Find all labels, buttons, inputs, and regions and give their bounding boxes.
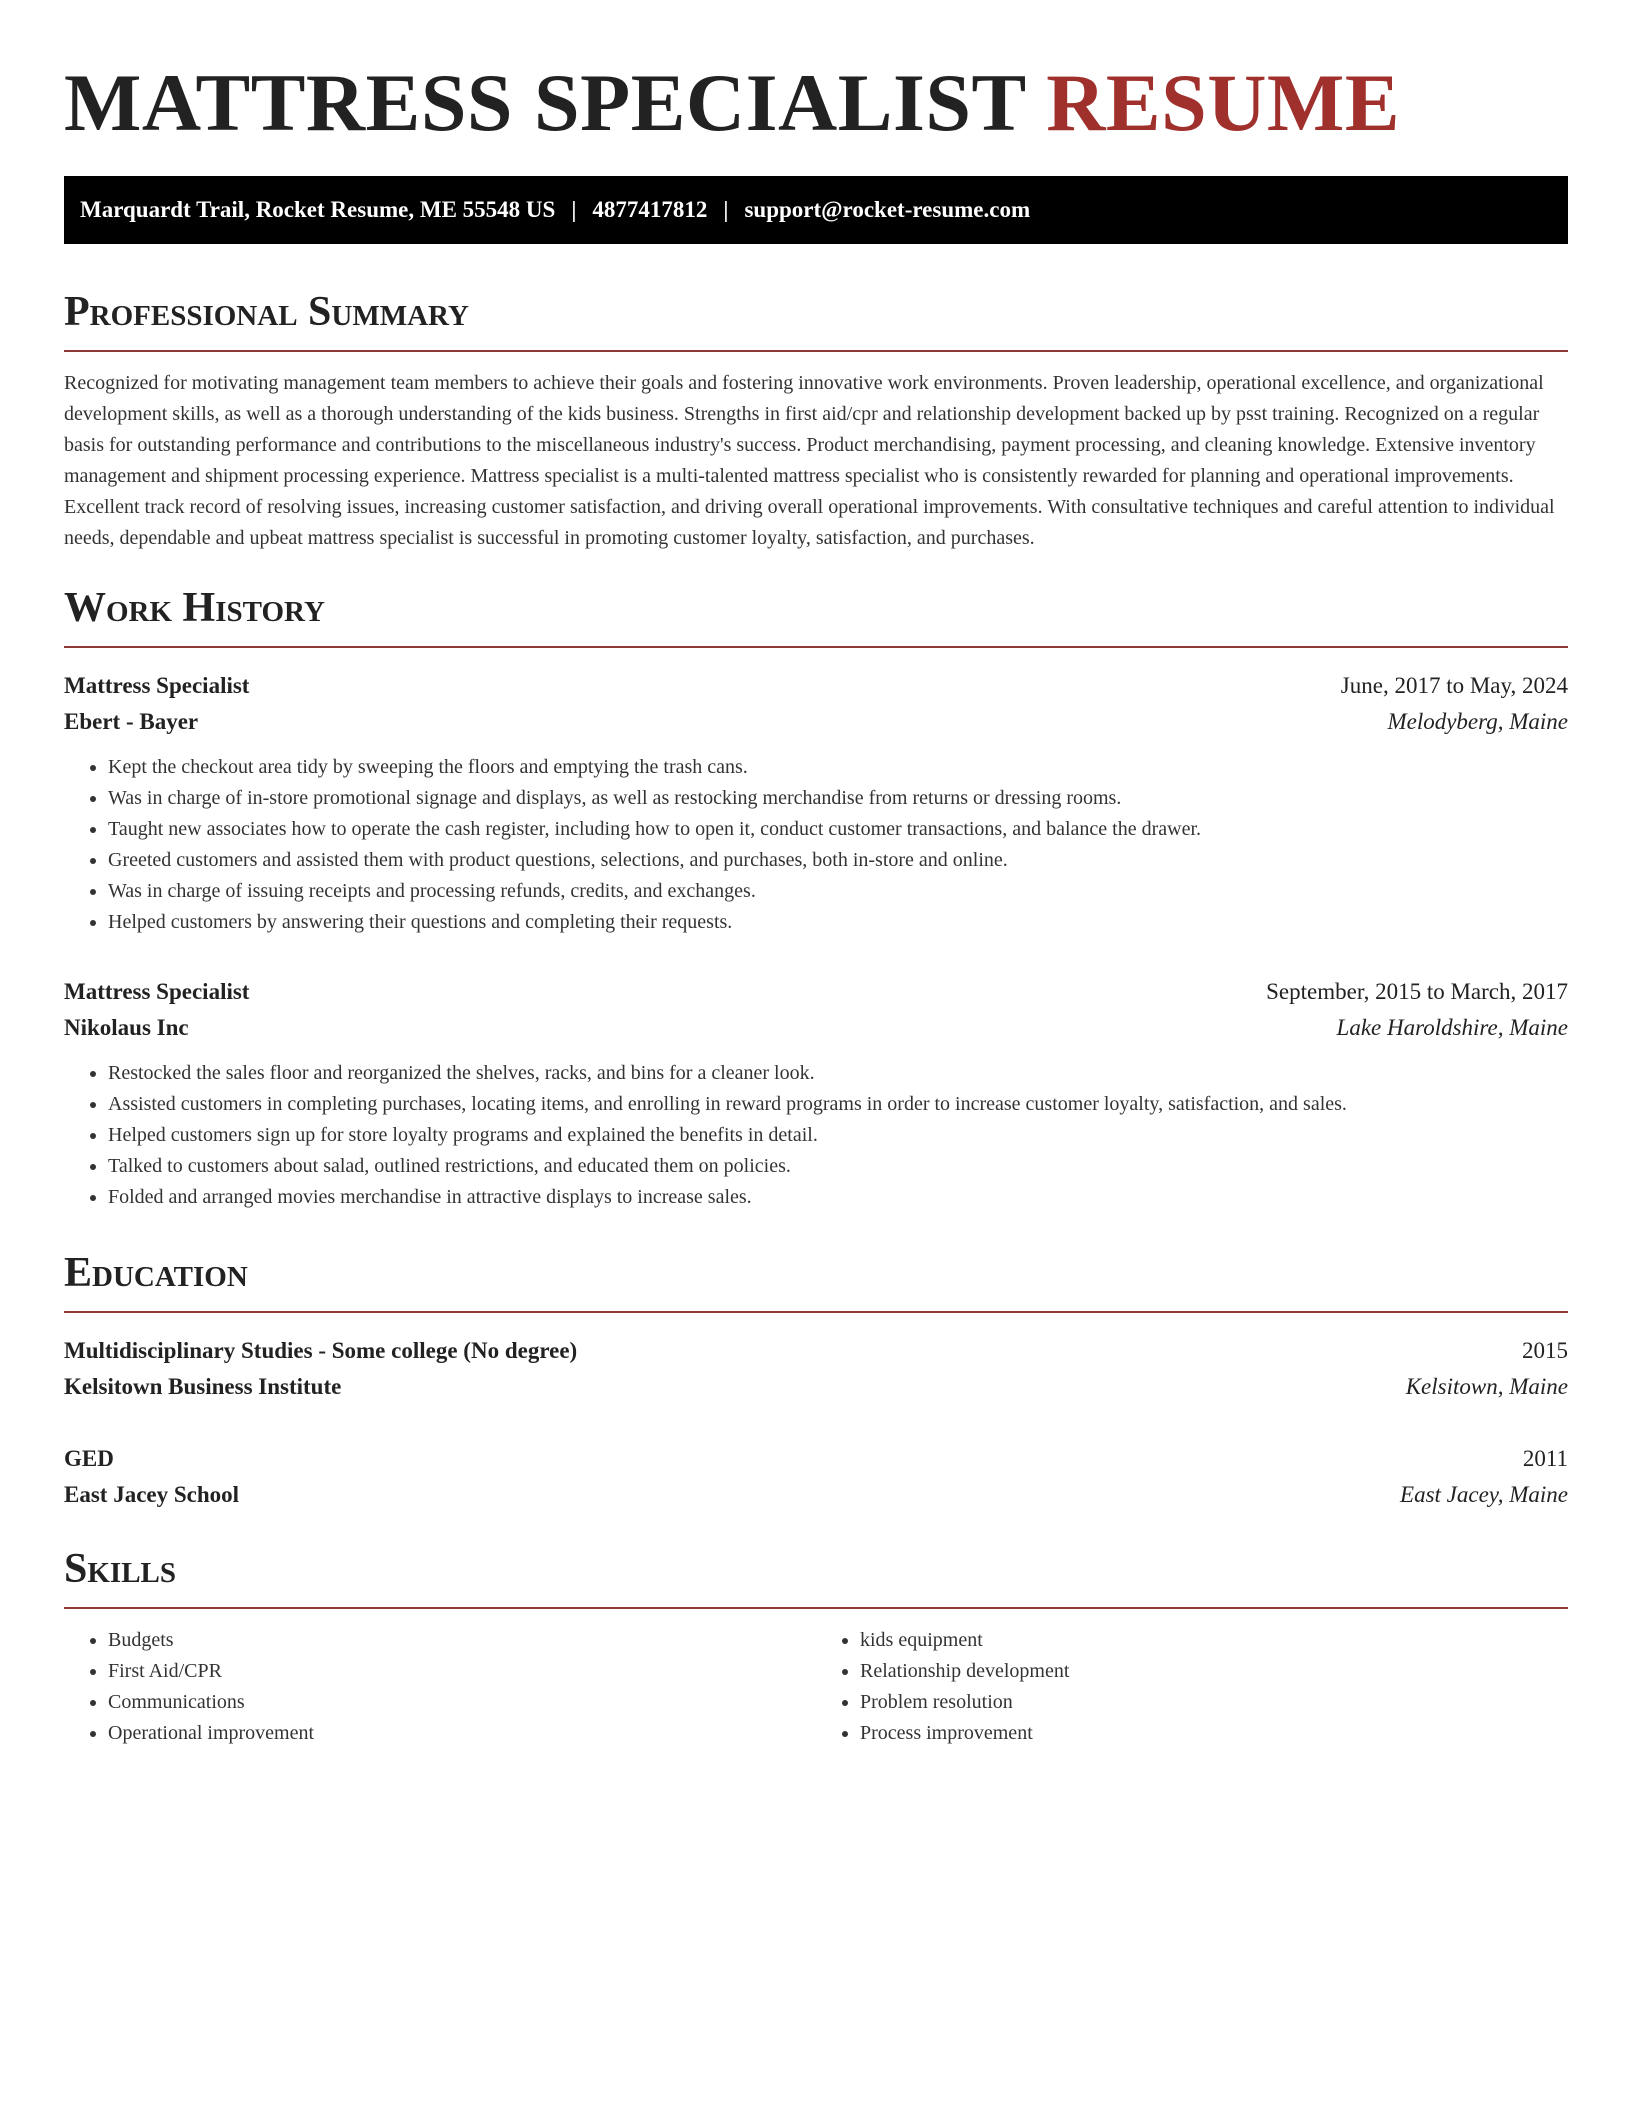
job-company: Ebert - Bayer bbox=[64, 709, 199, 734]
resume-title bbox=[64, 0, 1568, 148]
contact-phone: 4877417812 bbox=[592, 197, 708, 222]
education-degree-row bbox=[64, 1333, 1568, 1369]
job-duty: • Was in charge of issuing receipts and processing refunds, credits, and exchanges. bbox=[108, 876, 1568, 907]
job-entry bbox=[64, 974, 1568, 1213]
contact-email[interactable]: support@rocket-resume.com bbox=[744, 197, 1031, 222]
job-company-row bbox=[64, 704, 1568, 740]
skills-list-left bbox=[64, 1625, 816, 1749]
education-school-row bbox=[64, 1369, 1568, 1405]
education-entry bbox=[64, 1333, 1568, 1405]
skill-item: • Problem resolution bbox=[860, 1687, 1568, 1718]
contact-separator: | bbox=[723, 197, 729, 222]
job-title: Mattress Specialist bbox=[64, 673, 250, 698]
skills-list-right bbox=[816, 1625, 1568, 1749]
contact-bar bbox=[64, 176, 1568, 244]
job-duty: • Taught new associates how to operate the cash register, including how to open it, conduct customer transactions, and balance the drawer. bbox=[108, 814, 1568, 845]
education-location: East Jacey, Maine bbox=[1400, 1482, 1568, 1507]
contact-address: Marquardt Trail, Rocket Resume, ME 55548 US bbox=[80, 197, 556, 222]
job-title: Mattress Specialist bbox=[64, 979, 250, 1004]
education-location: Kelsitown, Maine bbox=[1405, 1374, 1568, 1399]
section-heading-education: Education bbox=[64, 1249, 1568, 1313]
skill-item: • kids equipment bbox=[860, 1625, 1568, 1656]
summary-section bbox=[64, 288, 1568, 554]
skill-item: • Relationship development bbox=[860, 1656, 1568, 1687]
education-entry bbox=[64, 1441, 1568, 1513]
job-duty: • Kept the checkout area tidy by sweeping the floors and emptying the trash cans. bbox=[108, 752, 1568, 783]
section-heading-work-history: Work History bbox=[64, 584, 1568, 648]
education-section bbox=[64, 1249, 1568, 1513]
job-location: Lake Haroldshire, Maine bbox=[1336, 1015, 1568, 1040]
education-school: East Jacey School bbox=[64, 1482, 240, 1507]
education-school-row bbox=[64, 1477, 1568, 1513]
job-entry bbox=[64, 668, 1568, 938]
job-header-row bbox=[64, 974, 1568, 1010]
section-heading-summary: Professional Summary bbox=[64, 288, 1568, 352]
job-duty: • Was in charge of in-store promotional signage and displays, as well as restocking merchandise from returns or dressing rooms. bbox=[108, 783, 1568, 814]
skills-grid bbox=[64, 1625, 1568, 1749]
job-dates: June, 2017 to May, 2024 bbox=[1340, 673, 1568, 698]
education-school: Kelsitown Business Institute bbox=[64, 1374, 342, 1399]
job-duty: • Greeted customers and assisted them with product questions, selections, and purchases, both in-store and online. bbox=[108, 845, 1568, 876]
contact-separator: | bbox=[571, 197, 577, 222]
skills-section bbox=[64, 1545, 1568, 1749]
title-main: MATTRESS SPECIALIST bbox=[64, 57, 1026, 148]
skill-item: • Operational improvement bbox=[108, 1718, 816, 1749]
job-duties-list bbox=[64, 752, 1568, 938]
summary-text: Recognized for motivating management team members to achieve their goals and fostering innovative work environments. Proven leadership, operational excellence, and organizational development skills, as well as a thorough understanding of the kids business. Strengths in first aid/cpr and relationship development backed up by psst training. Recognized on a regular basis for outstanding performance and contributions to the miscellaneous industry's success. Product merchandising, payment processing, and cleaning knowledge. Extensive inventory management and shipment processing experience. Mattress specialist is a multi-talented mattress specialist who is consistently rewarded for planning and operational improvements. Excellent track record of resolving issues, increasing customer satisfaction, and driving overall operational improvements. With consultative techniques and careful attention to individual needs, dependable and upbeat mattress specialist is successful in promoting customer loyalty, satisfaction, and purchases. bbox=[64, 372, 1555, 549]
job-company-row bbox=[64, 1010, 1568, 1046]
title-accent: RESUME bbox=[1046, 57, 1401, 148]
job-duty: • Assisted customers in completing purchases, locating items, and enrolling in reward programs in order to increase customer loyalty, satisfaction, and sales. bbox=[108, 1089, 1568, 1120]
job-header-row bbox=[64, 668, 1568, 704]
job-duty: • Helped customers by answering their questions and completing their requests. bbox=[108, 907, 1568, 938]
job-dates: September, 2015 to March, 2017 bbox=[1266, 979, 1568, 1004]
job-location: Melodyberg, Maine bbox=[1387, 709, 1568, 734]
job-duty: • Helped customers sign up for store loyalty programs and explained the benefits in detail. bbox=[108, 1120, 1568, 1151]
job-duty: • Restocked the sales floor and reorganized the shelves, racks, and bins for a cleaner look. bbox=[108, 1058, 1568, 1089]
education-year: 2015 bbox=[1522, 1338, 1568, 1363]
skill-item: • Communications bbox=[108, 1687, 816, 1718]
skill-item: • Budgets bbox=[108, 1625, 816, 1656]
job-duty: • Folded and arranged movies merchandise in attractive displays to increase sales. bbox=[108, 1182, 1568, 1213]
skill-item: • First Aid/CPR bbox=[108, 1656, 816, 1687]
education-degree: Multidisciplinary Studies - Some college (No degree) bbox=[64, 1338, 578, 1363]
job-duty: • Talked to customers about salad, outlined restrictions, and educated them on policies. bbox=[108, 1151, 1568, 1182]
education-degree: GED bbox=[64, 1446, 114, 1471]
work-history-section bbox=[64, 584, 1568, 1213]
job-company: Nikolaus Inc bbox=[64, 1015, 189, 1040]
education-year: 2011 bbox=[1522, 1446, 1568, 1471]
education-degree-row bbox=[64, 1441, 1568, 1477]
section-heading-skills: Skills bbox=[64, 1545, 1568, 1609]
skill-item: • Process improvement bbox=[860, 1718, 1568, 1749]
job-duties-list bbox=[64, 1058, 1568, 1213]
